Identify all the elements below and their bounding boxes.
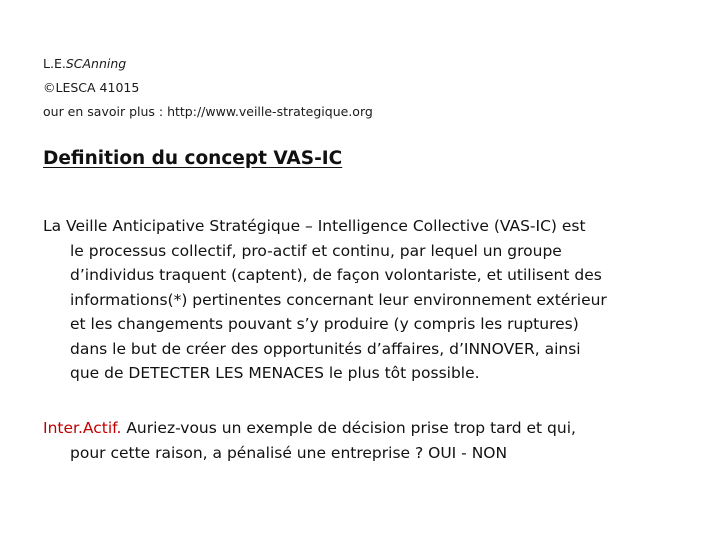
definition-line: informations(*) pertinentes concernant leur environnement extérieur bbox=[70, 290, 607, 309]
definition-line: d’individus traquent (captent), de façon volontariste, et utilisent des bbox=[70, 266, 602, 284]
interactif-question bbox=[43, 416, 683, 465]
header-website-line: our en savoir plus : http://www.veille-strategique.org bbox=[43, 104, 373, 119]
definition-line: dans le but de créer des opportunités d’affaires, d’INNOVER, ainsi bbox=[70, 339, 581, 358]
definition-line: le processus collectif, pro-actif et continu, par lequel un groupe bbox=[70, 241, 562, 260]
page-title: Definition du concept VAS-IC bbox=[43, 148, 343, 169]
interactif-line bbox=[43, 416, 683, 441]
interactif-question-text: Auriez-vous un exemple de décision prise trop tard et qui, bbox=[121, 419, 576, 437]
slide-header bbox=[43, 52, 373, 124]
interactif-label: Inter.Actif. bbox=[43, 419, 122, 437]
interactif-answer-line: pour cette raison, a pénalisé une entreprise ? OUI - NON bbox=[70, 443, 508, 462]
header-copyright: ©LESCA 41015 bbox=[43, 80, 140, 95]
definition-line: La Veille Anticipative Stratégique – Intelligence Collective (VAS-IC) est bbox=[43, 217, 586, 235]
definition-paragraph bbox=[43, 214, 683, 386]
definition-line: que de DETECTER LES MENACES le plus tôt possible. bbox=[70, 364, 480, 382]
header-prefix: L.E. bbox=[43, 56, 66, 71]
header-scanning-italic: SCAnning bbox=[65, 56, 127, 71]
header-line-scanning bbox=[43, 52, 373, 76]
definition-line: et les changements pouvant s’y produire (y compris les ruptures) bbox=[70, 315, 579, 333]
